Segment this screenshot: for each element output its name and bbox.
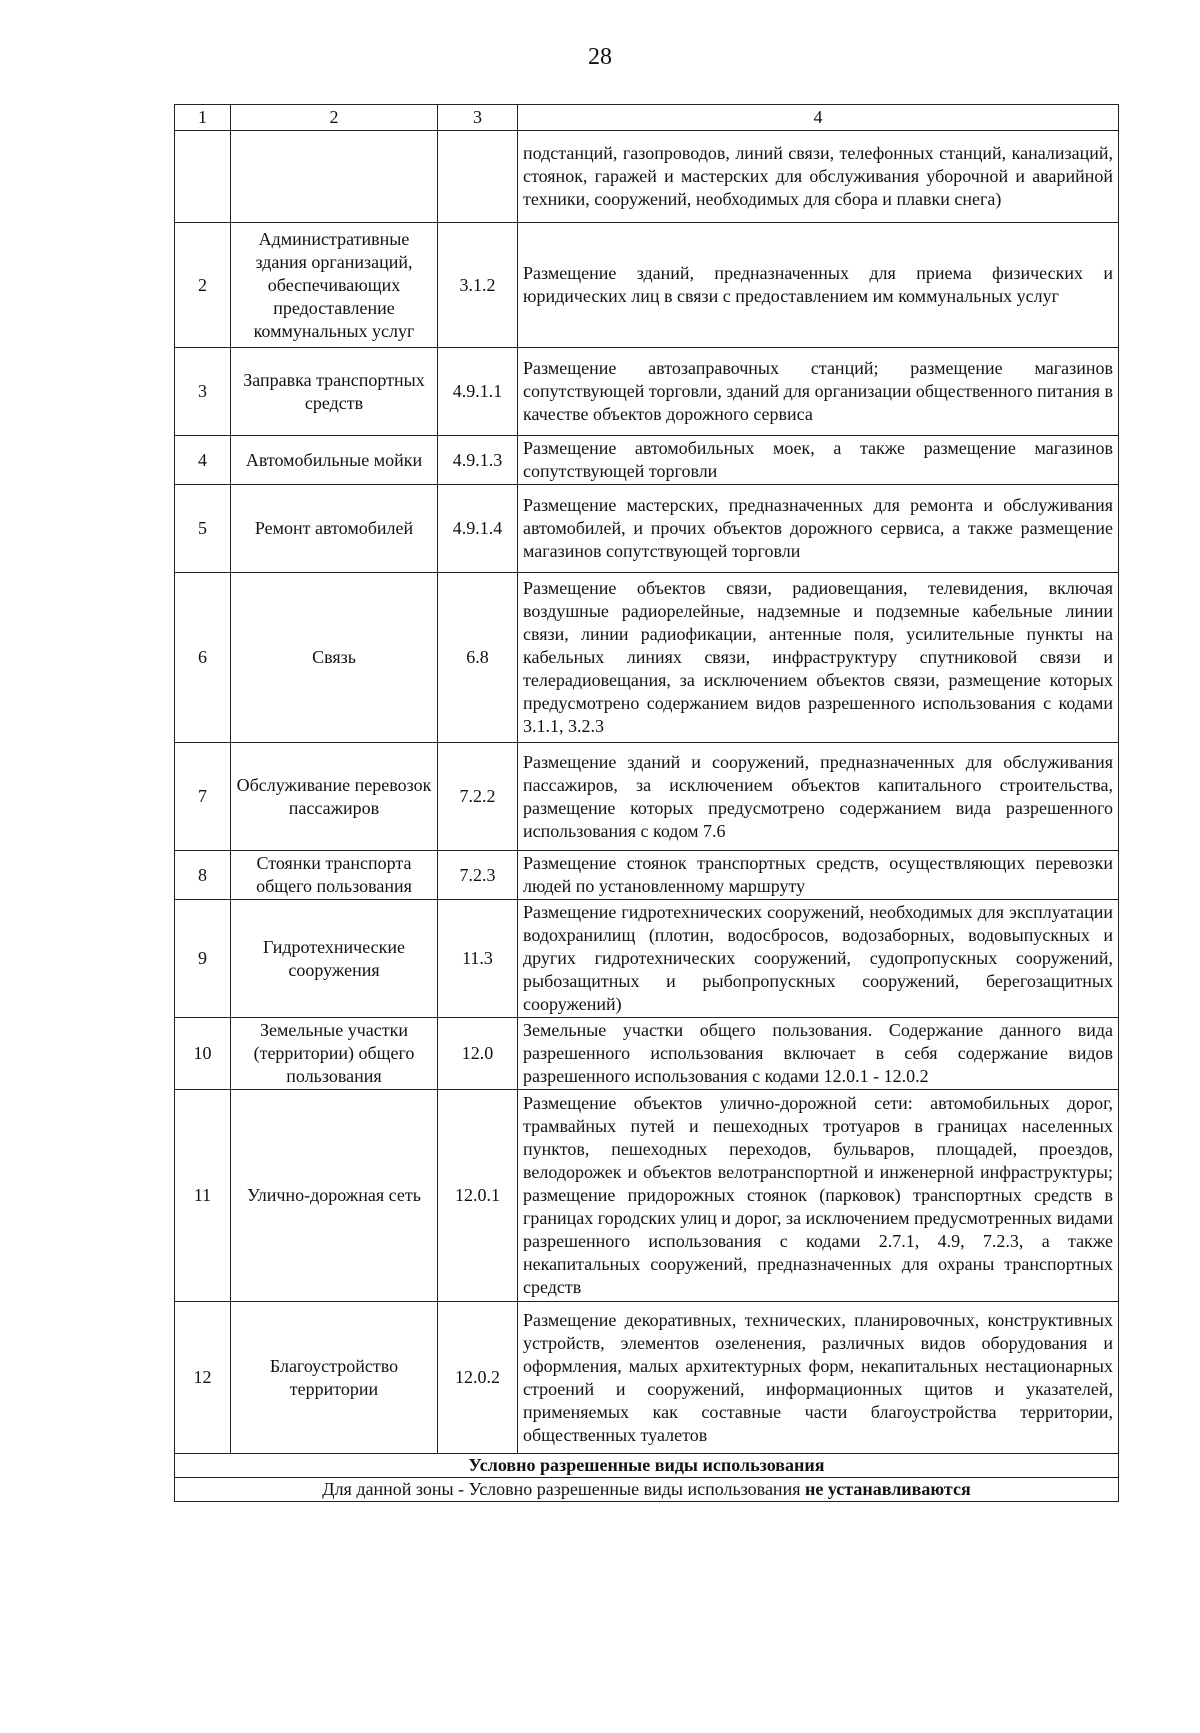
row-name: Заправка транспортных средств [231,348,438,436]
table-row [175,743,1119,851]
table-row [175,223,1119,348]
row-description: Размещение объектов улично-дорожной сети: автомобильных дорог, трамвайных путей и пешеходных тротуаров в границах населенных пунктов, пешеходных переходов, бульваров, площадей, проездов, велодорожек и объектов велотранспортной и инженерной инфраструктуры; размещение придорожных стоянок (парковок) транспортных средств в границах городских улиц и дорог, за исключением предусмотренных видами разрешенного использования с кодами 2.7.1, 4.9, 7.2.3, а также некапитальных сооружений, предназначенных для охраны транспортных средств [518,1090,1119,1302]
row-number: 10 [175,1018,231,1090]
land-use-table [174,104,1119,1502]
row-name: Благоустройство территории [231,1302,438,1454]
section-title: Условно разрешенные виды использования [175,1454,1119,1478]
row-code: 7.2.2 [438,743,518,851]
row-description: Размещение гидротехнических сооружений, необходимых для эксплуатации водохранилищ (плотин, водосбросов, водозаборных, водовыпускных и других гидротехнических сооружений, судопропускных сооружений, рыбозащитных и рыбопропускных сооружений, берегозащитных сооружений) [518,900,1119,1018]
row-name: Ремонт автомобилей [231,485,438,573]
table-row [175,1018,1119,1090]
section-title-row [175,1454,1119,1478]
row-number: 3 [175,348,231,436]
row-number: 11 [175,1090,231,1302]
row-code: 12.0.1 [438,1090,518,1302]
row-name: Связь [231,573,438,743]
row-number: 2 [175,223,231,348]
section-note [175,1478,1119,1502]
table-row [175,1302,1119,1454]
header-cell-1: 1 [175,105,231,131]
table-header-row [175,105,1119,131]
table-row [175,851,1119,900]
table-row [175,436,1119,485]
row-description: Размещение автозаправочных станций; размещение магазинов сопутствующей торговли, зданий для организации общественного питания в качестве объектов дорожного сервиса [518,348,1119,436]
header-cell-2: 2 [231,105,438,131]
row-number: 5 [175,485,231,573]
table-row [175,348,1119,436]
row-code: 4.9.1.3 [438,436,518,485]
row-number: 7 [175,743,231,851]
row-number: 8 [175,851,231,900]
row-name: Стоянки транспорта общего пользования [231,851,438,900]
section-note-row [175,1478,1119,1502]
row-description: Земельные участки общего пользования. Содержание данного вида разрешенного использования включает в себя содержание видов разрешенного использования с кодами 12.0.1 - 12.0.2 [518,1018,1119,1090]
table-row [175,485,1119,573]
row-name: Гидротехнические сооружения [231,900,438,1018]
row-description: Размещение мастерских, предназначенных для ремонта и обслуживания автомобилей, и прочих объектов дорожного сервиса, а также размещение магазинов сопутствующей торговли [518,485,1119,573]
row-name: Автомобильные мойки [231,436,438,485]
row-number: 6 [175,573,231,743]
row-number [175,131,231,223]
section-note-emphasis: не устанавливаются [804,1479,971,1499]
row-name: Обслуживание перевозок пассажиров [231,743,438,851]
row-code: 11.3 [438,900,518,1018]
row-number: 12 [175,1302,231,1454]
row-description: Размещение декоративных, технических, планировочных, конструктивных устройств, элементов озеленения, различных видов оборудования и оформления, малых архитектурных форм, некапитальных нестационарных строений и сооружений, информационных щитов и указателей, применяемых как составные части благоустройства территории, общественных туалетов [518,1302,1119,1454]
row-name: Административные здания организаций, обеспечивающих предоставление коммунальных услуг [231,223,438,348]
header-cell-3: 3 [438,105,518,131]
row-description: Размещение объектов связи, радиовещания, телевидения, включая воздушные радиорелейные, надземные и подземные кабельные линии связи, линии радиофикации, антенные поля, усилительные пункты на кабельных линиях связи, инфраструктуру спутниковой связи и телерадиовещания, за исключением объектов связи, размещение которых предусмотрено содержанием видов разрешенного использования с кодами 3.1.1, 3.2.3 [518,573,1119,743]
row-code: 3.1.2 [438,223,518,348]
row-code: 7.2.3 [438,851,518,900]
row-number: 9 [175,900,231,1018]
row-name: Улично-дорожная сеть [231,1090,438,1302]
row-code: 6.8 [438,573,518,743]
table-row [175,131,1119,223]
page-number: 28 [588,44,612,70]
table-row [175,900,1119,1018]
table-row [175,573,1119,743]
row-code: 12.0.2 [438,1302,518,1454]
section-note-text: Для данной зоны - Условно разрешенные виды использования [322,1479,805,1499]
row-code: 4.9.1.1 [438,348,518,436]
row-code: 12.0 [438,1018,518,1090]
row-description: Размещение автомобильных моек, а также размещение магазинов сопутствующей торговли [518,436,1119,485]
row-number: 4 [175,436,231,485]
row-description: подстанций, газопроводов, линий связи, телефонных станций, канализаций, стоянок, гаражей и мастерских для обслуживания уборочной и аварийной техники, сооружений, необходимых для сбора и плавки снега) [518,131,1119,223]
row-description: Размещение зданий и сооружений, предназначенных для обслуживания пассажиров, за исключением объектов капитального строительства, размещение которых предусмотрено содержанием вида разрешенного использования с кодом 7.6 [518,743,1119,851]
row-name [231,131,438,223]
table-row [175,1090,1119,1302]
row-description: Размещение стоянок транспортных средств, осуществляющих перевозки людей по установленному маршруту [518,851,1119,900]
row-code: 4.9.1.4 [438,485,518,573]
row-code [438,131,518,223]
row-description: Размещение зданий, предназначенных для приема физических и юридических лиц в связи с предоставлением им коммунальных услуг [518,223,1119,348]
row-name: Земельные участки (территории) общего пользования [231,1018,438,1090]
header-cell-4: 4 [518,105,1119,131]
